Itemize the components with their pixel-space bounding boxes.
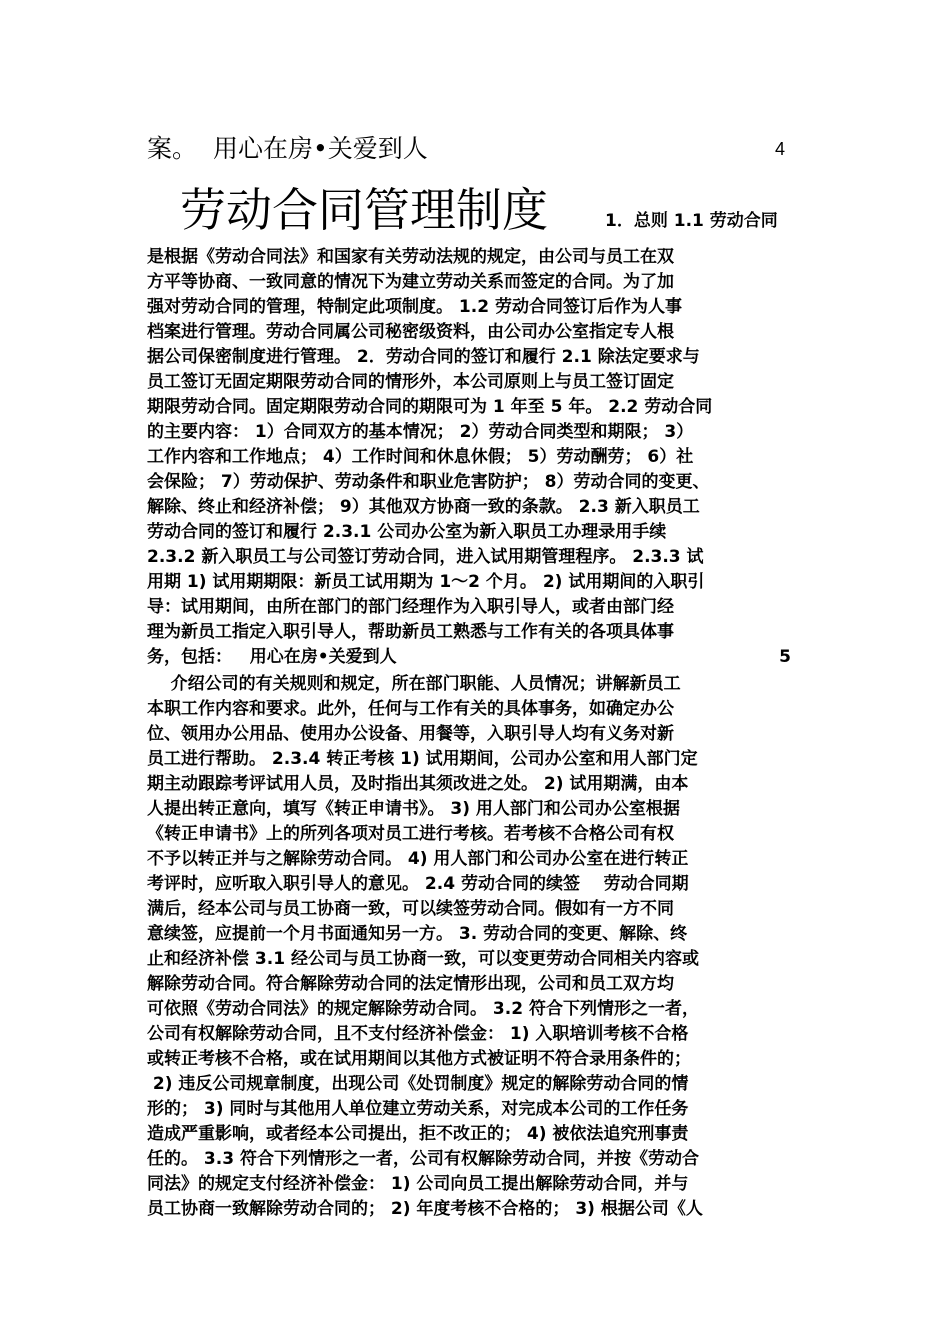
body-line: 期限劳动合同。固定期限劳动合同的期限可为 1 年至 5 年。 2.2 劳动合同 [147,397,713,417]
body-line: 员工协商一致解除劳动合同的； 2) 年度考核不合格的； 3) 根据公司《人 [147,1199,703,1219]
body-line: 形的； 3) 同时与其他用人单位建立劳动关系，对完成本公司的工作任务 [147,1099,689,1119]
body-line: 方平等协商、一致同意的情况下为建立劳动关系而签定的合同。为了加 [147,272,674,292]
body-line: 位、领用办公用品、使用办公设备、用餐等，入职引导人均有义务对新 [147,724,674,744]
body-line: 解除劳动合同。符合解除劳动合同的法定情形出现，公司和员工双方均 [147,974,674,994]
body-line: 劳动合同的签订和履行 2.3.1 公司办公室为新入职员工办理录用手续 [147,522,667,542]
body-line: 公司有权解除劳动合同，且不支付经济补偿金： 1) 入职培训考核不合格 [147,1024,689,1044]
body-line: 任的。 3.3 符合下列情形之一者，公司有权解除劳动合同，并按《劳动合 [147,1149,699,1169]
body-line: 人提出转正意向，填写《转正申请书》。 3) 用人部门和公司办公室根据 [147,799,680,819]
body-line: 期主动跟踪考评试用人员，及时指出其须改进之处。 2) 试用期满，由本 [147,774,689,794]
header-motto: 用心在房•关爱到人 [213,134,428,163]
body-line: 强对劳动合同的管理，特制定此项制度。 1.2 劳动合同签订后作为人事 [147,297,682,317]
body-line: 2) 违反公司规章制度，出现公司《处罚制度》规定的解除劳动合同的情 [147,1074,689,1094]
body-line: 可依照《劳动合同法》的规定解除劳动合同。 3.2 符合下列情形之一者， [147,999,699,1019]
body-line: 止和经济补偿 3.1 经公司与员工协商一致，可以变更劳动合同相关内容或 [147,949,699,969]
body-line: 意续签，应提前一个月书面通知另一方。 3. 劳动合同的变更、解除、终 [147,924,688,944]
previous-page-tail-text: 案。 [147,134,198,163]
page-header [147,132,807,166]
body-line: 用期 1) 试用期期限：新员工试用期为 1～2 个月。 2) 试用期间的入职引 [147,572,705,592]
footer-text: 务，包括： 用心在房•关爱到人 [147,647,397,667]
body-line: 是根据《劳动合同法》和国家有关劳动法规的规定，由公司与员工在双 [147,247,674,267]
title-row [147,180,812,242]
body-line: 员工签订无固定期限劳动合同的情形外，本公司原则上与员工签订固定 [147,372,674,392]
body-line-with-footer [147,645,815,670]
body-line: 的主要内容： 1）合同双方的基本情况； 2）劳动合同类型和期限； 3） [147,422,694,442]
footer-page-number: 5 [779,647,791,667]
body-line: 会保险； 7）劳动保护、劳动条件和职业危害防护； 8）劳动合同的变更、 [147,472,710,492]
body-line: 解除、终止和经济补偿； 9）其他双方协商一致的条款。 2.3 新入职员工 [147,497,700,517]
body-line: 工作内容和工作地点； 4）工作时间和休息休假； 5）劳动酬劳； 6）社 [147,447,694,467]
document-title: 劳动合同管理制度 [180,183,548,237]
body-line: 本职工作内容和要求。此外，任何与工作有关的具体事务，如确定办公 [147,699,674,719]
body-line: 档案进行管理。劳动合同属公司秘密级资料，由公司办公室指定专人根 [147,322,674,342]
body-line: 或转正考核不合格，或在试用期间以其他方式被证明不符合录用条件的； [147,1049,691,1069]
body-line: 《转正申请书》上的所列各项对员工进行考核。若考核不合格公司有权 [147,824,674,844]
body-line: 理为新员工指定入职引导人，帮助新员工熟悉与工作有关的各项具体事 [147,622,674,642]
body-line: 同法》的规定支付经济补偿金： 1) 公司向员工提出解除劳动合同，并与 [147,1174,689,1194]
body-line: 考评时，应听取入职引导人的意见。 2.4 劳动合同的续签 劳动合同期 [147,874,689,894]
body-line: 导：试用期间，由所在部门的部门经理作为入职引导人，或者由部门经 [147,597,674,617]
body-line: 造成严重影响，或者经本公司提出，拒不改正的； 4) 被依法追究刑事责 [147,1124,689,1144]
body-line: 介绍公司的有关规则和规定，所在部门职能、人员情况；讲解新员工 [147,674,681,694]
body-line: 据公司保密制度进行管理。 2．劳动合同的签订和履行 2.1 除法定要求与 [147,347,700,367]
body-line: 2.3.2 新入职员工与公司签订劳动合同，进入试用期管理程序。 2.3.3 试 [147,547,704,567]
body-line: 员工进行帮助。 2.3.4 转正考核 1) 试用期间，公司办公室和用人部门定 [147,749,698,769]
section-heading-general: 1．总则 1.1 劳动合同 [605,211,778,231]
body-line: 满后，经本公司与员工协商一致，可以续签劳动合同。假如有一方不同 [147,899,674,919]
page-number: 4 [774,139,785,159]
body-line: 不予以转正并与之解除劳动合同。 4) 用人部门和公司办公室在进行转正 [147,849,689,869]
